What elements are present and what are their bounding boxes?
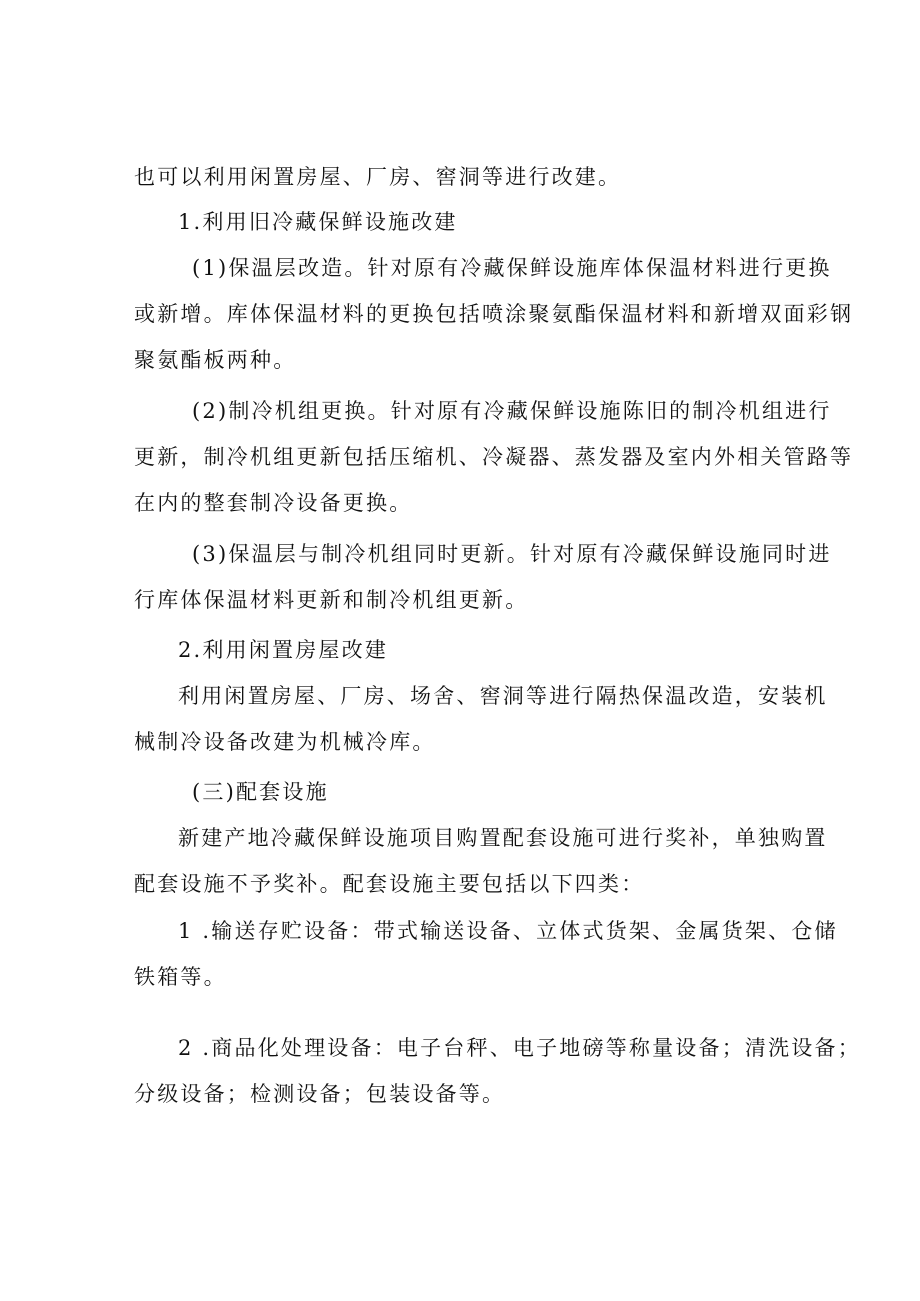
- list-item-line: 分级设备；检测设备；包装设备等。: [134, 1082, 506, 1106]
- paragraph-line: (1)保温层改造。针对原有冷藏保鲜设施库体保温材料进行更换: [192, 256, 832, 280]
- paragraph-line: 行库体保温材料更新和制冷机组更新。: [134, 588, 529, 612]
- paragraph-line: (2)制冷机组更换。针对原有冷藏保鲜设施陈旧的制冷机组进行: [192, 399, 832, 423]
- section-heading: (三)配套设施: [192, 780, 329, 804]
- list-item-line: 1 .输送存贮设备：带式输送设备、立体式货架、金属货架、仓储: [178, 919, 838, 943]
- paragraph-line: 在内的整套制冷设备更换。: [134, 491, 413, 515]
- list-item-line: 2 .商品化处理设备：电子台秤、电子地磅等称量设备；清洗设备；: [178, 1036, 861, 1060]
- paragraph-line: 械制冷设备改建为机械冷库。: [134, 730, 436, 754]
- paragraph-line: 聚氨酯板两种。: [134, 348, 297, 372]
- paragraph-line: 新建产地冷藏保鲜设施项目购置配套设施可进行奖补，单独购置: [178, 826, 828, 850]
- section-heading: 1.利用旧冷藏保鲜设施改建: [178, 210, 458, 234]
- paragraph-line: 更新，制冷机组更新包括压缩机、冷凝器、蒸发器及室内外相关管路等: [134, 445, 854, 469]
- section-heading: 2.利用闲置房屋改建: [178, 638, 389, 662]
- paragraph-line: 配套设施不予奖补。配套设施主要包括以下四类：: [134, 872, 645, 896]
- paragraph-line: 或新增。库体保温材料的更换包括喷涂聚氨酯保温材料和新增双面彩钢: [134, 302, 854, 326]
- paragraph-line: 利用闲置房屋、厂房、场舍、窖洞等进行隔热保温改造，安装机: [178, 684, 828, 708]
- list-item-line: 铁箱等。: [134, 965, 227, 989]
- paragraph-line: (3)保温层与制冷机组同时更新。针对原有冷藏保鲜设施同时进: [192, 542, 832, 566]
- paragraph-line: 也可以利用闲置房屋、厂房、窖洞等进行改建。: [134, 165, 622, 189]
